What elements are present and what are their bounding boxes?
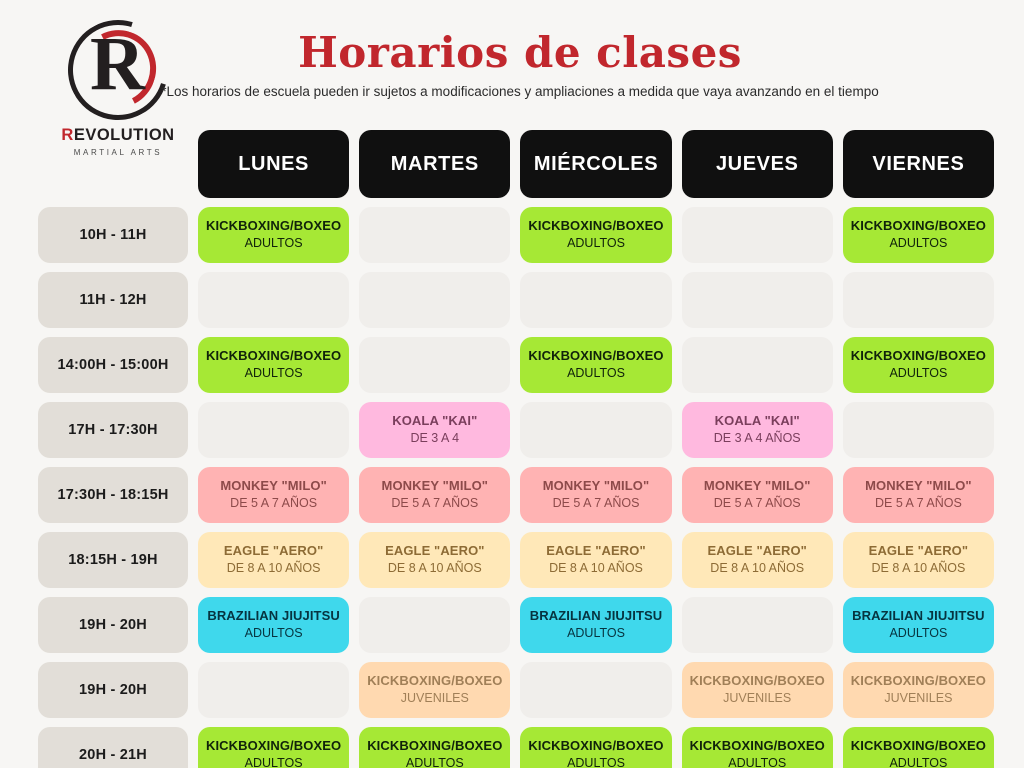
class-name: KICKBOXING/BOXEO — [850, 218, 987, 234]
schedule-cell — [682, 337, 833, 393]
time-slot-cell — [38, 597, 188, 653]
empty-slot — [198, 272, 349, 328]
empty-slot — [682, 597, 833, 653]
empty-slot — [520, 662, 671, 718]
schedule-cell — [520, 207, 671, 263]
class-block[interactable] — [520, 727, 671, 768]
class-block[interactable] — [682, 662, 833, 718]
schedule-cell — [359, 532, 510, 588]
class-audience: DE 3 A 4 AÑOS — [713, 431, 801, 446]
class-audience: DE 5 A 7 AÑOS — [713, 496, 801, 511]
class-audience: ADULTOS — [244, 236, 303, 251]
time-slot-label: 18:15H - 19H — [38, 532, 188, 588]
schedule-cell — [520, 532, 671, 588]
time-slot-cell — [38, 402, 188, 458]
time-slot-label: 19H - 20H — [38, 597, 188, 653]
class-audience: ADULTOS — [889, 626, 948, 641]
schedule-cell — [198, 207, 349, 263]
class-block[interactable] — [198, 467, 349, 523]
day-header-miercoles — [520, 130, 671, 198]
schedule-cell — [359, 402, 510, 458]
table-row — [38, 597, 994, 653]
class-audience: DE 5 A 7 AÑOS — [391, 496, 479, 511]
class-name: EAGLE "AERO" — [546, 543, 646, 559]
schedule-cell — [520, 467, 671, 523]
table-row — [38, 272, 994, 328]
class-block[interactable] — [843, 207, 994, 263]
class-name: KICKBOXING/BOXEO — [528, 218, 664, 234]
class-block[interactable] — [843, 337, 994, 393]
empty-slot — [682, 337, 833, 393]
class-block[interactable] — [682, 532, 833, 588]
time-slot-label: 20H - 21H — [38, 727, 188, 768]
schedule-cell — [843, 467, 994, 523]
class-block[interactable] — [843, 727, 994, 768]
class-block[interactable] — [359, 727, 510, 768]
class-audience: ADULTOS — [405, 756, 464, 768]
class-name: KICKBOXING/BOXEO — [367, 738, 503, 754]
class-audience: DE 8 A 10 AÑOS — [710, 561, 805, 576]
class-block[interactable] — [682, 467, 833, 523]
schedule-cell — [682, 662, 833, 718]
class-audience: DE 5 A 7 AÑOS — [230, 496, 318, 511]
class-audience: DE 8 A 10 AÑOS — [387, 561, 482, 576]
class-block[interactable] — [520, 467, 671, 523]
schedule-grid — [38, 130, 994, 768]
class-block[interactable] — [198, 337, 349, 393]
schedule-cell — [359, 662, 510, 718]
table-row — [38, 337, 994, 393]
day-header-label: MARTES — [359, 130, 510, 198]
time-slot-label: 10H - 11H — [38, 207, 188, 263]
schedule-cell — [359, 467, 510, 523]
class-name: MONKEY "MILO" — [220, 478, 327, 494]
class-audience: DE 8 A 10 AÑOS — [871, 561, 966, 576]
day-header-label: LUNES — [198, 130, 349, 198]
class-block[interactable] — [359, 662, 510, 718]
schedule-cell — [682, 727, 833, 768]
class-name: KICKBOXING/BOXEO — [850, 673, 987, 689]
day-header-martes — [359, 130, 510, 198]
class-block[interactable] — [359, 532, 510, 588]
class-name: MONKEY "MILO" — [542, 478, 650, 494]
schedule-cell — [843, 402, 994, 458]
page-subtitle: *Los horarios de escuela pueden ir sujetos a modificaciones y ampliaciones a medida que vaya avanzando en el tiempo — [161, 84, 879, 99]
day-header-jueves — [682, 130, 833, 198]
class-name: KOALA "KAI" — [392, 413, 478, 429]
schedule-cell — [682, 207, 833, 263]
time-slot-cell — [38, 467, 188, 523]
class-name: BRAZILIAN JIUJITSU — [529, 608, 663, 624]
class-audience: DE 8 A 10 AÑOS — [226, 561, 321, 576]
time-slot-cell — [38, 662, 188, 718]
schedule-cell — [843, 727, 994, 768]
time-slot-cell — [38, 272, 188, 328]
time-slot-label: 11H - 12H — [38, 272, 188, 328]
schedule-cell — [520, 597, 671, 653]
schedule-cell — [843, 532, 994, 588]
class-block[interactable] — [843, 597, 994, 653]
schedule-rows — [38, 207, 994, 768]
class-audience: ADULTOS — [244, 626, 303, 641]
class-audience: ADULTOS — [728, 756, 787, 768]
class-name: KICKBOXING/BOXEO — [689, 738, 825, 754]
class-block[interactable] — [843, 662, 994, 718]
schedule-cell — [682, 467, 833, 523]
schedule-cell — [198, 727, 349, 768]
time-column-header — [38, 130, 188, 198]
empty-slot — [198, 662, 349, 718]
class-name: KICKBOXING/BOXEO — [850, 348, 987, 364]
class-name: KICKBOXING/BOXEO — [205, 218, 342, 234]
class-block[interactable] — [520, 532, 671, 588]
class-audience: JUVENILES — [884, 691, 953, 706]
schedule-cell — [520, 662, 671, 718]
empty-slot — [520, 272, 671, 328]
class-audience: ADULTOS — [244, 756, 303, 768]
schedule-cell — [359, 597, 510, 653]
schedule-cell — [843, 662, 994, 718]
class-audience: ADULTOS — [567, 756, 625, 768]
schedule-cell — [198, 272, 349, 328]
class-block[interactable] — [198, 597, 349, 653]
time-slot-cell — [38, 207, 188, 263]
schedule-cell — [198, 402, 349, 458]
class-block[interactable] — [520, 597, 671, 653]
class-name: KICKBOXING/BOXEO — [528, 348, 664, 364]
logo-wordmark-rest: EVOLUTION — [73, 126, 175, 144]
day-header-lunes — [198, 130, 349, 198]
empty-slot — [359, 597, 510, 653]
class-name: KICKBOXING/BOXEO — [528, 738, 664, 754]
class-block[interactable] — [359, 402, 510, 458]
class-audience: ADULTOS — [889, 236, 948, 251]
class-audience: DE 8 A 10 AÑOS — [549, 561, 643, 576]
table-row — [38, 532, 994, 588]
schedule-cell — [520, 727, 671, 768]
table-row — [38, 727, 994, 768]
class-name: KICKBOXING/BOXEO — [689, 673, 825, 689]
table-row — [38, 402, 994, 458]
day-header-label: VIERNES — [843, 130, 994, 198]
class-block[interactable] — [843, 467, 994, 523]
class-audience: ADULTOS — [567, 626, 625, 641]
schedule-cell — [682, 272, 833, 328]
class-audience: ADULTOS — [567, 366, 625, 381]
empty-slot — [359, 337, 510, 393]
class-audience: ADULTOS — [889, 756, 948, 768]
class-name: KICKBOXING/BOXEO — [850, 738, 987, 754]
class-name: MONKEY "MILO" — [865, 478, 972, 494]
table-row — [38, 467, 994, 523]
class-name: EAGLE "AERO" — [385, 543, 485, 559]
class-audience: ADULTOS — [889, 366, 948, 381]
empty-slot — [520, 402, 671, 458]
class-block[interactable] — [682, 727, 833, 768]
schedule-cell — [520, 272, 671, 328]
class-name: MONKEY "MILO" — [381, 478, 489, 494]
schedule-cell — [843, 337, 994, 393]
time-slot-label: 14:00H - 15:00H — [38, 337, 188, 393]
class-audience: JUVENILES — [400, 691, 469, 706]
schedule-cell — [359, 272, 510, 328]
class-block[interactable] — [520, 207, 671, 263]
class-block[interactable] — [359, 467, 510, 523]
class-name: BRAZILIAN JIUJITSU — [207, 608, 340, 624]
time-slot-label: 17H - 17:30H — [38, 402, 188, 458]
class-audience: DE 5 A 7 AÑOS — [552, 496, 640, 511]
empty-slot — [682, 272, 833, 328]
table-row — [38, 662, 994, 718]
class-name: EAGLE "AERO" — [707, 543, 807, 559]
logo-letter: R — [90, 22, 143, 106]
class-name: KOALA "KAI" — [714, 413, 800, 429]
empty-slot — [359, 207, 510, 263]
class-block[interactable] — [682, 402, 833, 458]
logo-tagline: MARTIAL ARTS — [73, 148, 163, 157]
class-name: MONKEY "MILO" — [703, 478, 811, 494]
empty-slot — [359, 272, 510, 328]
class-name: KICKBOXING/BOXEO — [205, 348, 342, 364]
schedule-cell — [843, 207, 994, 263]
schedule-cell — [359, 337, 510, 393]
table-row — [38, 207, 994, 263]
logo-icon — [64, 18, 172, 122]
time-slot-cell — [38, 337, 188, 393]
time-slot-cell — [38, 532, 188, 588]
schedule-cell — [198, 662, 349, 718]
schedule-cell — [843, 272, 994, 328]
class-block[interactable] — [198, 532, 349, 588]
time-slot-label: 17:30H - 18:15H — [38, 467, 188, 523]
day-header-row — [38, 130, 994, 198]
logo-wordmark-first: R — [61, 126, 74, 144]
empty-slot — [843, 272, 994, 328]
schedule-cell — [520, 337, 671, 393]
class-name: EAGLE "AERO" — [868, 543, 969, 559]
class-block[interactable] — [520, 337, 671, 393]
day-header-viernes — [843, 130, 994, 198]
page-title: Horarios de clases — [298, 28, 742, 77]
class-audience: DE 5 A 7 AÑOS — [874, 496, 962, 511]
schedule-cell — [198, 597, 349, 653]
schedule-cell — [198, 532, 349, 588]
class-audience: ADULTOS — [567, 236, 625, 251]
class-block[interactable] — [198, 727, 349, 768]
schedule-cell — [359, 207, 510, 263]
empty-slot — [843, 402, 994, 458]
day-header-label: JUEVES — [682, 130, 833, 198]
class-name: EAGLE "AERO" — [223, 543, 324, 559]
class-audience: ADULTOS — [244, 366, 303, 381]
schedule-cell — [682, 532, 833, 588]
schedule-cell — [682, 597, 833, 653]
class-block[interactable] — [843, 532, 994, 588]
class-block[interactable] — [198, 207, 349, 263]
class-name: KICKBOXING/BOXEO — [205, 738, 342, 754]
class-audience: JUVENILES — [723, 691, 792, 706]
schedule-cell — [198, 467, 349, 523]
empty-slot — [198, 402, 349, 458]
schedule-cell — [843, 597, 994, 653]
class-name: KICKBOXING/BOXEO — [367, 673, 503, 689]
schedule-cell — [198, 337, 349, 393]
schedule-cell — [682, 402, 833, 458]
time-slot-cell — [38, 727, 188, 768]
schedule-cell — [359, 727, 510, 768]
schedule-cell — [520, 402, 671, 458]
class-audience: DE 3 A 4 — [410, 431, 460, 446]
empty-slot — [682, 207, 833, 263]
time-slot-label: 19H - 20H — [38, 662, 188, 718]
day-header-label: MIÉRCOLES — [520, 130, 671, 198]
class-name: BRAZILIAN JIUJITSU — [852, 608, 985, 624]
